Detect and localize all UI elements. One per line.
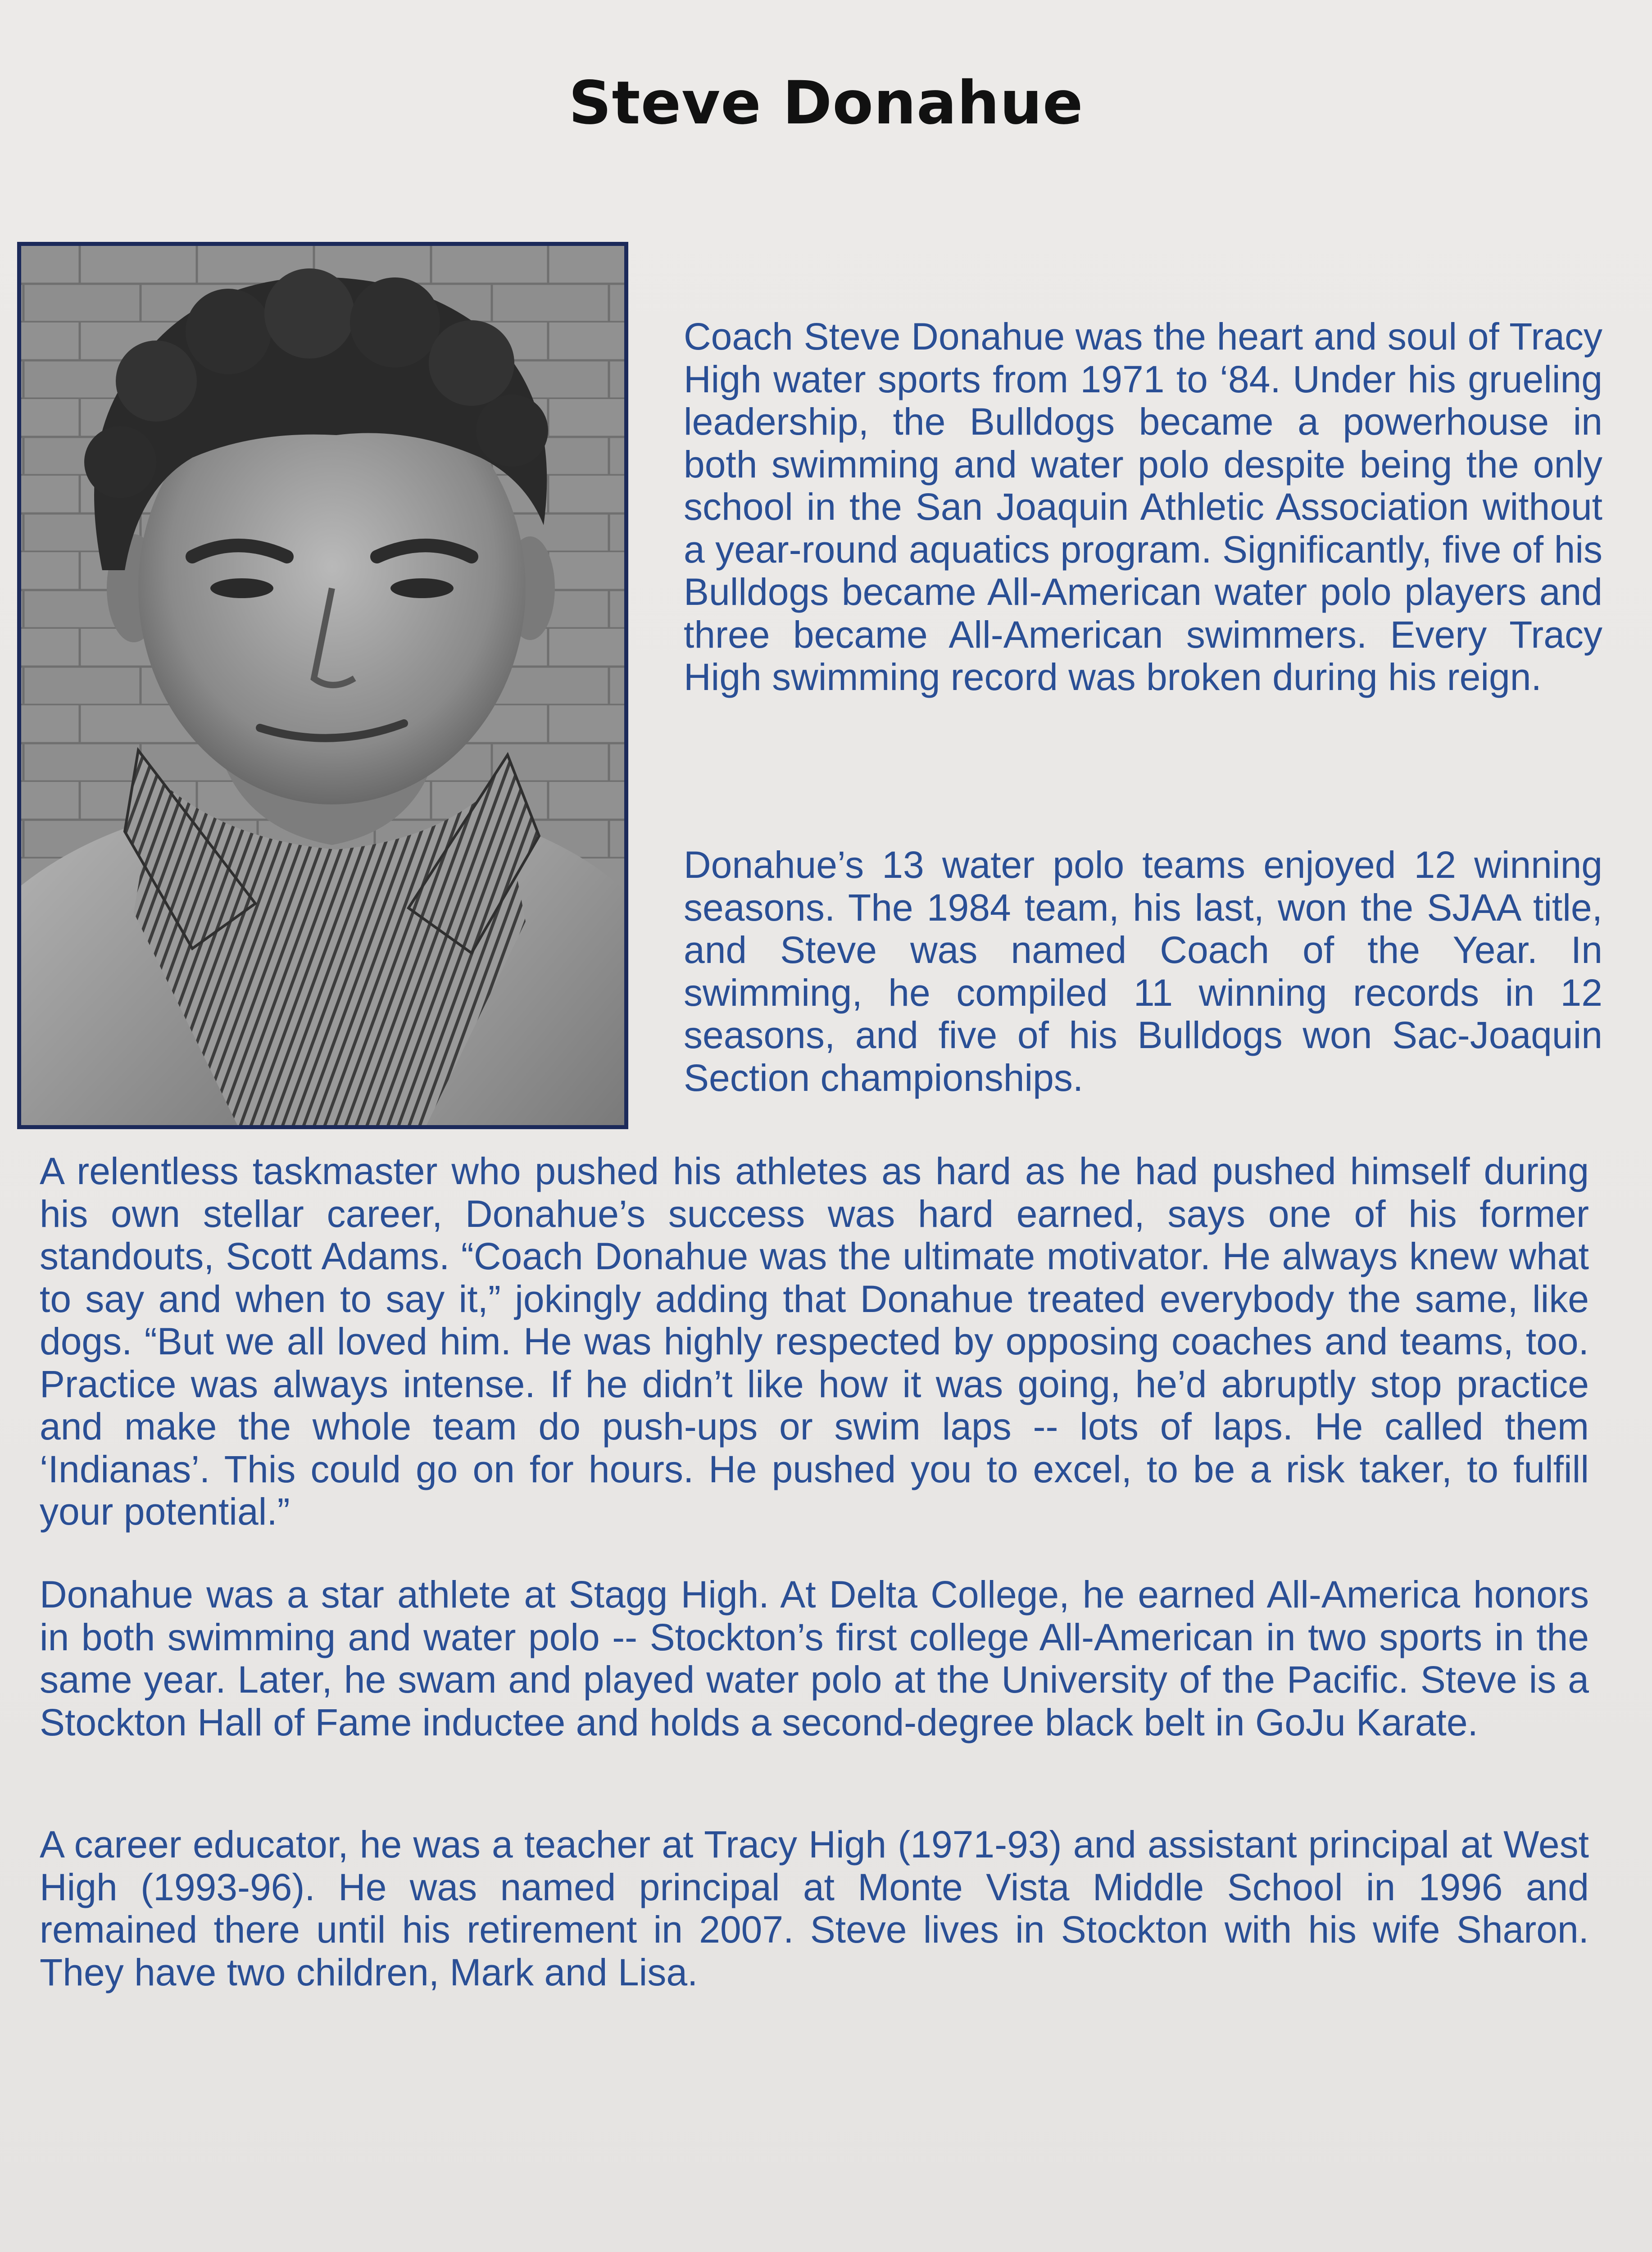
portrait-photo xyxy=(17,242,628,1129)
bio-paragraph-3: A relentless taskmaster who pushed his athletes as hard as he had pushed himself during his own stellar career, Donahue’s success was hard earned, says one of his former standouts, Scott Adams. “Coach Donahue was the ultimate motivator. He always knew what to say and when to say it,” jokingly adding that Donahue treated everybody the same, like dogs. “But we all loved him. He was highly respected by opposing coaches and teams, too. Practice was always intense. If he didn’t like how it was going, he’d abruptly stop practice and make the whole team do push-ups or swim laps -- lots of laps. He called them ‘Indianas’. This could go on for hours. He pushed you to excel, to be a risk taker, to fulfill your potential.” xyxy=(40,1150,1589,1533)
bio-paragraph-5: A career educator, he was a teacher at Tracy High (1971-93) and assistant principal at West High (1993-96). He was named principal at Monte Vista Middle School in 1996 and remained there until his retirement in 2007. Steve lives in Stockton with his wife Sharon. They have two children, Mark and Lisa. xyxy=(40,1823,1589,1993)
bio-paragraph-1: Coach Steve Donahue was the heart and soul of Tracy High water sports from 1971 to ‘84. Under his grueling leadership, the Bulldogs became a powerhouse in both swimming and water polo despite being the only school in the San Joaquin Athletic Association without a year-round aquatics program. Significantly, five of his Bulldogs became All-American water polo players and three became All-American swimmers. Every Tracy High swimming record was broken during his reign. xyxy=(684,315,1602,698)
portrait-image xyxy=(21,246,624,1125)
bio-paragraph-4: Donahue was a star athlete at Stagg High. At Delta College, he earned All-America honors in both swimming and water polo -- Stockton’s first college All-American in two sports in the same year. Later, he swam and played water polo at the University of the Pacific. Steve is a Stockton Hall of Fame inductee and holds a second-degree black belt in GoJu Karate. xyxy=(40,1573,1589,1743)
bio-paragraph-2: Donahue’s 13 water polo teams enjoyed 12 winning seasons. The 1984 team, his last, won the SJAA title, and Steve was named Coach of the Year. In swimming, he compiled 11 winning records in 12 seasons, and five of his Bulldogs won Sac-Joaquin Section championships. xyxy=(684,844,1602,1099)
page-title: Steve Donahue xyxy=(568,68,1084,138)
